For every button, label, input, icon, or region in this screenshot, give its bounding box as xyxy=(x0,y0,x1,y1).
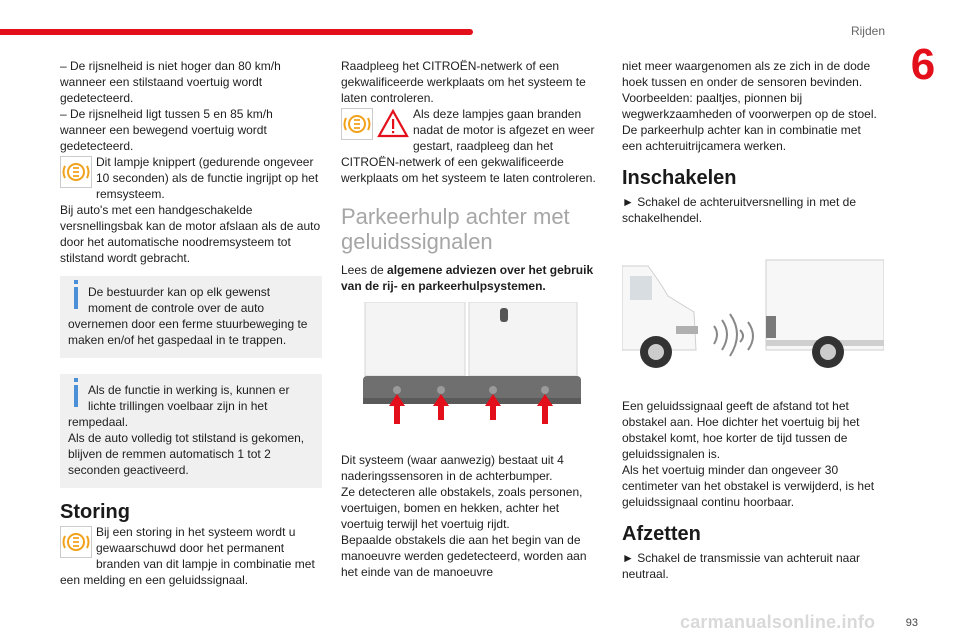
brake-warning-icon xyxy=(341,108,373,140)
paragraph: niet meer waargenomen als ze zich in de dode hoek tussen en onder de sensoren bevinden. Voorbeelden: paaltjes, pionnen bij wegwerkzaamheden of voorwerpen op de stoel. xyxy=(622,59,877,121)
info-box xyxy=(60,374,322,488)
paragraph: Als het voertuig minder dan ongeveer 30 centimeter van het obstakel is verwijderd, is het geluidssignaal continu hoorbaar. xyxy=(622,463,875,509)
section-title: Rijden xyxy=(850,24,885,38)
alert-triangle-icon xyxy=(377,108,409,140)
watermark: carmanualsonline.info xyxy=(680,612,876,632)
info-box xyxy=(60,276,322,358)
paragraph: Dit lampje knippert (gedurende ongeveer 10 seconden) als de functie ingrijpt op het remsysteem. xyxy=(96,155,319,201)
paragraph xyxy=(341,262,603,294)
paragraph: Dit systeem (waar aanwezig) bestaat uit 4 naderingssensoren in de achterbumper. xyxy=(341,453,564,483)
paragraph: Een geluidssignaal geeft de afstand tot het obstakel aan. Hoe dichter het voertuig bij het obstakel komt, hoe korter de tijd tussen de geluidssignalen is. xyxy=(622,399,860,461)
warning-lamp-block xyxy=(60,524,322,588)
top-accent-bar xyxy=(0,29,473,35)
paragraph: – De rijsnelheid is niet hoger dan 80 km/h wanneer een stilstaand voertuig wordt gedetecteerd. xyxy=(60,59,281,105)
heading-afzetten: Afzetten xyxy=(622,523,701,545)
column-2 xyxy=(341,58,603,580)
paragraph: Bepaalde obstakels die aan het begin van de manoeuvre werden gedetecteerd, worden aan het einde van de manoeuvre xyxy=(341,533,587,579)
info-icon xyxy=(74,385,78,407)
info-text: Als de functie in werking is, kunnen er lichte trillingen voelbaar zijn in het rempedaal. xyxy=(68,383,290,429)
heading-storing: Storing xyxy=(60,501,130,523)
paragraph: ► Schakel de achteruitversnelling in met de schakelhendel. xyxy=(622,195,856,225)
page-number: 93 xyxy=(905,617,918,629)
section-heading: Parkeerhulp achter met geluidssignalen xyxy=(341,204,570,254)
warning-lamp-block xyxy=(341,106,603,186)
paragraph: Als deze lampjes gaan branden nadat de motor is afgezet en weer gestart, raadpleeg dan het CITROËN-netwerk of een gekwalificeerde werkplaats om het systeem te laten controleren. xyxy=(341,107,596,185)
heading-inschakelen: Inschakelen xyxy=(622,167,737,189)
column-1 xyxy=(60,58,322,588)
paragraph: – De rijsnelheid ligt tussen 5 en 85 km/h wanneer een bewegend voertuig wordt gedetecteerd. xyxy=(60,107,273,153)
lees-prefix: Lees de xyxy=(341,263,388,277)
parking-sensor-illustration xyxy=(622,252,884,376)
rear-bumper-sensors-illustration xyxy=(361,302,603,432)
paragraph: Ze detecteren alle obstakels, zoals personen, voertuigen, bomen en hekken, achter het voertuig terwijl het voertuig rijdt. xyxy=(341,485,583,531)
brake-warning-icon xyxy=(60,526,92,558)
brake-warning-icon xyxy=(60,156,92,188)
paragraph: ► Schakel de transmissie van achteruit naar neutraal. xyxy=(622,551,860,581)
column-3 xyxy=(622,58,884,582)
info-text: De bestuurder kan op elk gewenst moment de controle over de auto overnemen door een ferme stuurbeweging te maken en/of het gaspedaal in te trappen. xyxy=(68,285,308,347)
info-text: Als de auto volledig tot stilstand is gekomen, blijven de remmen automatisch 1 tot 2 seconden geactiveerd. xyxy=(68,431,305,477)
info-icon xyxy=(74,287,78,309)
paragraph: Raadpleeg het CITROËN-netwerk of een gekwalificeerde werkplaats om het systeem te laten controleren. xyxy=(341,59,586,105)
paragraph: Bij een storing in het systeem wordt u gewaarschuwd door het permanent branden van dit lampje in combinatie met een melding en een geluidssignaal. xyxy=(60,525,315,587)
warning-lamp-block xyxy=(60,154,322,202)
paragraph: De parkeerhulp achter kan in combinatie met een achteruitrijcamera werken. xyxy=(622,123,861,153)
lees-bold: algemene adviezen over het gebruik van de rij- en parkeerhulpsystemen. xyxy=(341,263,594,293)
chapter-number: 6 xyxy=(910,40,936,89)
paragraph: Bij auto's met een handgeschakelde versnellingsbak kan de motor afslaan als de auto door het automatische noodremsysteem tot stilstand wordt gebracht. xyxy=(60,203,321,265)
